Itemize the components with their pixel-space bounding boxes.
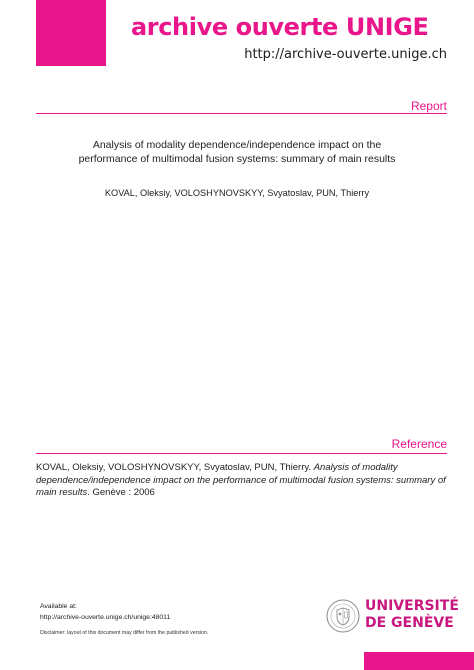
document-authors: KOVAL, Oleksiy, VOLOSHYNOVSKYY, Svyatoslav, PUN, Thierry [104,188,370,198]
citation-place-year: . Genève : 2006 [87,487,155,498]
citation-title: Analysis of modality dependence/independence impact on the performance of multimodal fusion systems: summary of main results [36,462,446,498]
university-name-line-2: DE GENÈVE [365,615,454,631]
availability-block [40,601,170,623]
document-title-line-2: performance of multimodal fusion systems: summary of main results [78,153,396,165]
document-title-line-1: Analysis of modality dependence/independence impact on the [92,139,382,151]
brand-color-block-top [36,0,106,66]
reference-section-label: Reference [391,437,447,451]
report-section-label: Report [410,99,447,113]
reference-citation [36,462,447,500]
archive-url[interactable]: http://archive-ouverte.unige.ch [244,47,447,62]
available-at-label: Available at: [40,603,77,610]
citation-authors: KOVAL, Oleksiy, VOLOSHYNOVSKYY, Svyatoslav, PUN, Thierry. [36,462,312,473]
disclaimer-text: Disclaimer: layout of this document may differ from the published version. [40,630,209,636]
document-title [60,138,414,166]
university-name-line-1: UNIVERSITÉ [365,598,459,614]
archive-brand-title: archive ouverte UNIGE [131,13,429,41]
reference-divider [36,453,447,454]
document-link[interactable]: http://archive-ouverte.unige.ch/unige:48011 [40,614,171,621]
university-logo-text [365,598,459,632]
university-seal-icon [326,599,360,633]
brand-color-block-bottom [364,652,474,670]
report-divider [36,113,447,114]
